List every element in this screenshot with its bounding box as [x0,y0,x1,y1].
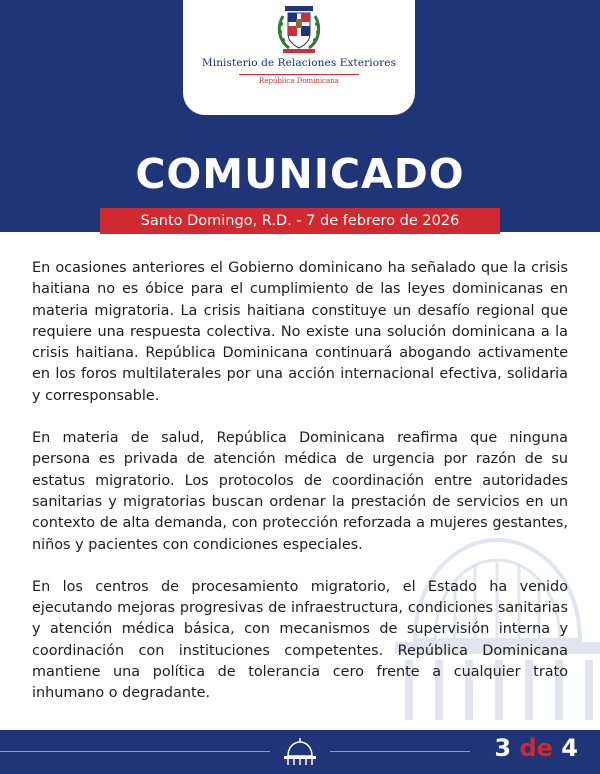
ministry-logo-card [183,0,415,115]
paragraph-1: En ocasiones anteriores el Gobierno dominicano ha señalado que la crisis haitiana no es óbice para el cumplimiento de las leyes dominicanas en materia migratoria. La crisis haitiana constituye un desafío regional que requiere una respuesta colectiva. No existe una solución dominicana a la crisis haitiana. República Dominicana continuará abogando activamente en los foros multilaterales por una acción internacional efectiva, solidaria y corresponsable. [32,260,568,404]
country-name: República Dominicana [259,77,339,85]
footer-divider-right [330,751,470,752]
footer-divider-left [0,751,270,752]
paragraph-2: En materia de salud, República Dominicana reafirma que ninguna persona es privada de atención médica de urgencia por razón de su estatus migratorio. Los protocolos de coordinación entre autoridades sanitarias y migratorias buscan ordenar la prestación de servicios en un contexto de alta demanda, con protección reforzada a mujeres gestantes, niños y pacientes con condiciones especiales. [32,430,568,553]
page-title: COMUNICADO [135,150,465,198]
ministry-name: Ministerio de Relaciones Exteriores [201,57,397,69]
page-indicator [494,734,578,762]
coat-of-arms-icon [273,2,325,56]
page-of-word: de [519,734,553,762]
palace-dome-icon [278,738,322,766]
ministry-divider [239,74,359,75]
page-total: 4 [561,734,578,762]
footer-band [0,730,600,774]
paragraph-3: En los centros de procesamiento migratorio, el Estado ha venido ejecutando mejoras progresivas de infraestructura, condiciones sanitarias y atención médica básica, con mecanismos de supervisión interna y coordinación con instituciones competentes. República Dominicana mantiene una política de tolerancia cero frente a cualquier trato inhumano o degradante. [32,578,568,702]
date-banner: Santo Domingo, R.D. - 7 de febrero de 2026 [100,208,500,234]
communique-body [32,258,568,726]
header-band [0,0,600,232]
page-current: 3 [494,734,512,762]
